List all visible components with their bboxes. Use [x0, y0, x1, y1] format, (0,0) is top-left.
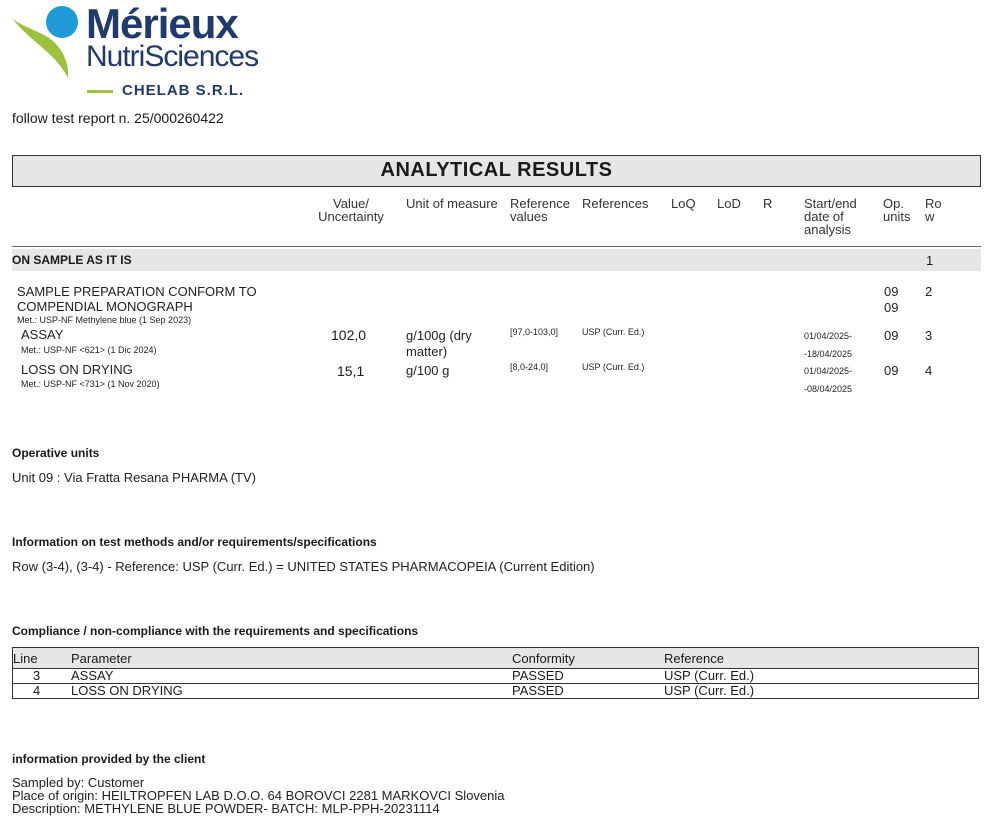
client-origin: Place of origin: HEILTROPFEN LAB D.O.O. 64 BOROVCI 2281 MARKOVCI Slovenia: [12, 788, 505, 803]
compliance-line: 4: [13, 684, 72, 699]
row-3-reference: USP (Curr. Ed.): [582, 327, 645, 337]
methods-info-text: Row (3-4), (3-4) - Reference: USP (Curr. Ed.) = UNITED STATES PHARMACOPEIA (Current Edition): [12, 559, 595, 574]
row-4-op-units: 09: [884, 363, 899, 378]
row-4-value: 15,1: [337, 363, 365, 379]
header-value: Value/ Uncertainty: [318, 196, 384, 224]
report-reference: follow test report n. 25/000260422: [12, 110, 224, 126]
row-4-dates: 01/04/2025- -08/04/2025: [804, 366, 853, 394]
row-2-parameter: SAMPLE PREPARATION CONFORM TO COMPENDIAL MONOGRAPH: [17, 284, 257, 314]
results-title-box: [12, 155, 981, 187]
compliance-parameter: ASSAY: [71, 669, 512, 684]
brand-name: Mérieux: [86, 0, 238, 47]
brand-company: CHELAB S.R.L.: [122, 82, 245, 99]
row-3-method: Met.: USP-NF <621> (1 Dic 2024): [21, 345, 157, 355]
compliance-col-parameter: Parameter: [71, 648, 512, 669]
operative-units-text: Unit 09 : Via Fratta Resana PHARMA (TV): [12, 470, 256, 485]
compliance-table: [12, 647, 979, 699]
header-reference-values: Reference values: [510, 196, 570, 224]
client-info-title: information provided by the client: [12, 752, 206, 766]
table-row: [13, 669, 979, 684]
sample-section-band: [12, 249, 981, 271]
operative-units-title: Operative units: [12, 446, 100, 460]
header-op-units: Op. units: [883, 196, 911, 224]
row-2-method: Met.: USP-NF Methylene blue (1 Sep 2023): [17, 315, 192, 325]
row-3-op-units: 09: [884, 328, 899, 343]
compliance-conformity: PASSED: [512, 684, 664, 699]
header-dates: Start/end date of analysis: [804, 196, 857, 237]
row-3-value: 102,0: [331, 327, 367, 343]
compliance-line: 3: [13, 669, 72, 684]
table-row: [13, 684, 979, 699]
compliance-conformity: PASSED: [512, 669, 664, 684]
row-3-parameter: ASSAY: [21, 327, 64, 342]
client-sampled-by: Sampled by: Customer: [12, 775, 145, 790]
client-description: Description: METHYLENE BLUE POWDER- BATCH: MLP-PPH-20231114: [12, 801, 440, 816]
compliance-header-row: [13, 648, 979, 669]
sample-section-row: 1: [926, 253, 934, 268]
row-4-method: Met.: USP-NF <731> (1 Nov 2020): [21, 379, 160, 389]
header-unit: Unit of measure: [406, 196, 498, 211]
row-4-reference: USP (Curr. Ed.): [582, 362, 645, 372]
compliance-col-conformity: Conformity: [512, 648, 664, 669]
row-4-reference-values: [8,0-24,0]: [510, 362, 549, 372]
header-divider: [12, 246, 981, 247]
compliance-reference: USP (Curr. Ed.): [664, 684, 979, 699]
header-row: Ro w: [925, 196, 942, 224]
row-2-number: 2: [925, 284, 933, 299]
logo-dot-icon: [46, 6, 78, 38]
methods-info-title: Information on test methods and/or requirements/specifications: [12, 535, 377, 549]
header-references: References: [582, 196, 649, 211]
client-info-block: [12, 776, 505, 815]
row-4-unit: g/100 g: [406, 363, 450, 378]
compliance-col-reference: Reference: [664, 648, 979, 669]
page-title: ANALYTICAL RESULTS: [380, 159, 613, 181]
row-4-number: 4: [925, 363, 933, 378]
header-lod: LoD: [717, 196, 741, 211]
sample-section-label: ON SAMPLE AS IT IS: [12, 253, 132, 267]
compliance-parameter: LOSS ON DRYING: [71, 684, 512, 699]
row-2-op-units: 09 09: [884, 284, 899, 315]
row-3-unit: g/100g (dry matter): [406, 328, 472, 359]
row-3-reference-values: [97,0-103,0]: [510, 327, 559, 337]
row-4-parameter: LOSS ON DRYING: [21, 362, 133, 377]
brand-subname: NutriSciences: [86, 40, 259, 73]
header-loq: LoQ: [671, 196, 696, 211]
compliance-reference: USP (Curr. Ed.): [664, 669, 979, 684]
brand-divider: [87, 90, 113, 93]
row-3-number: 3: [925, 328, 933, 343]
compliance-title: Compliance / non-compliance with the requirements and specifications: [12, 624, 419, 638]
compliance-col-line: Line: [13, 648, 72, 669]
row-3-dates: 01/04/2025- -18/04/2025: [804, 331, 853, 359]
header-r: R: [763, 196, 773, 211]
